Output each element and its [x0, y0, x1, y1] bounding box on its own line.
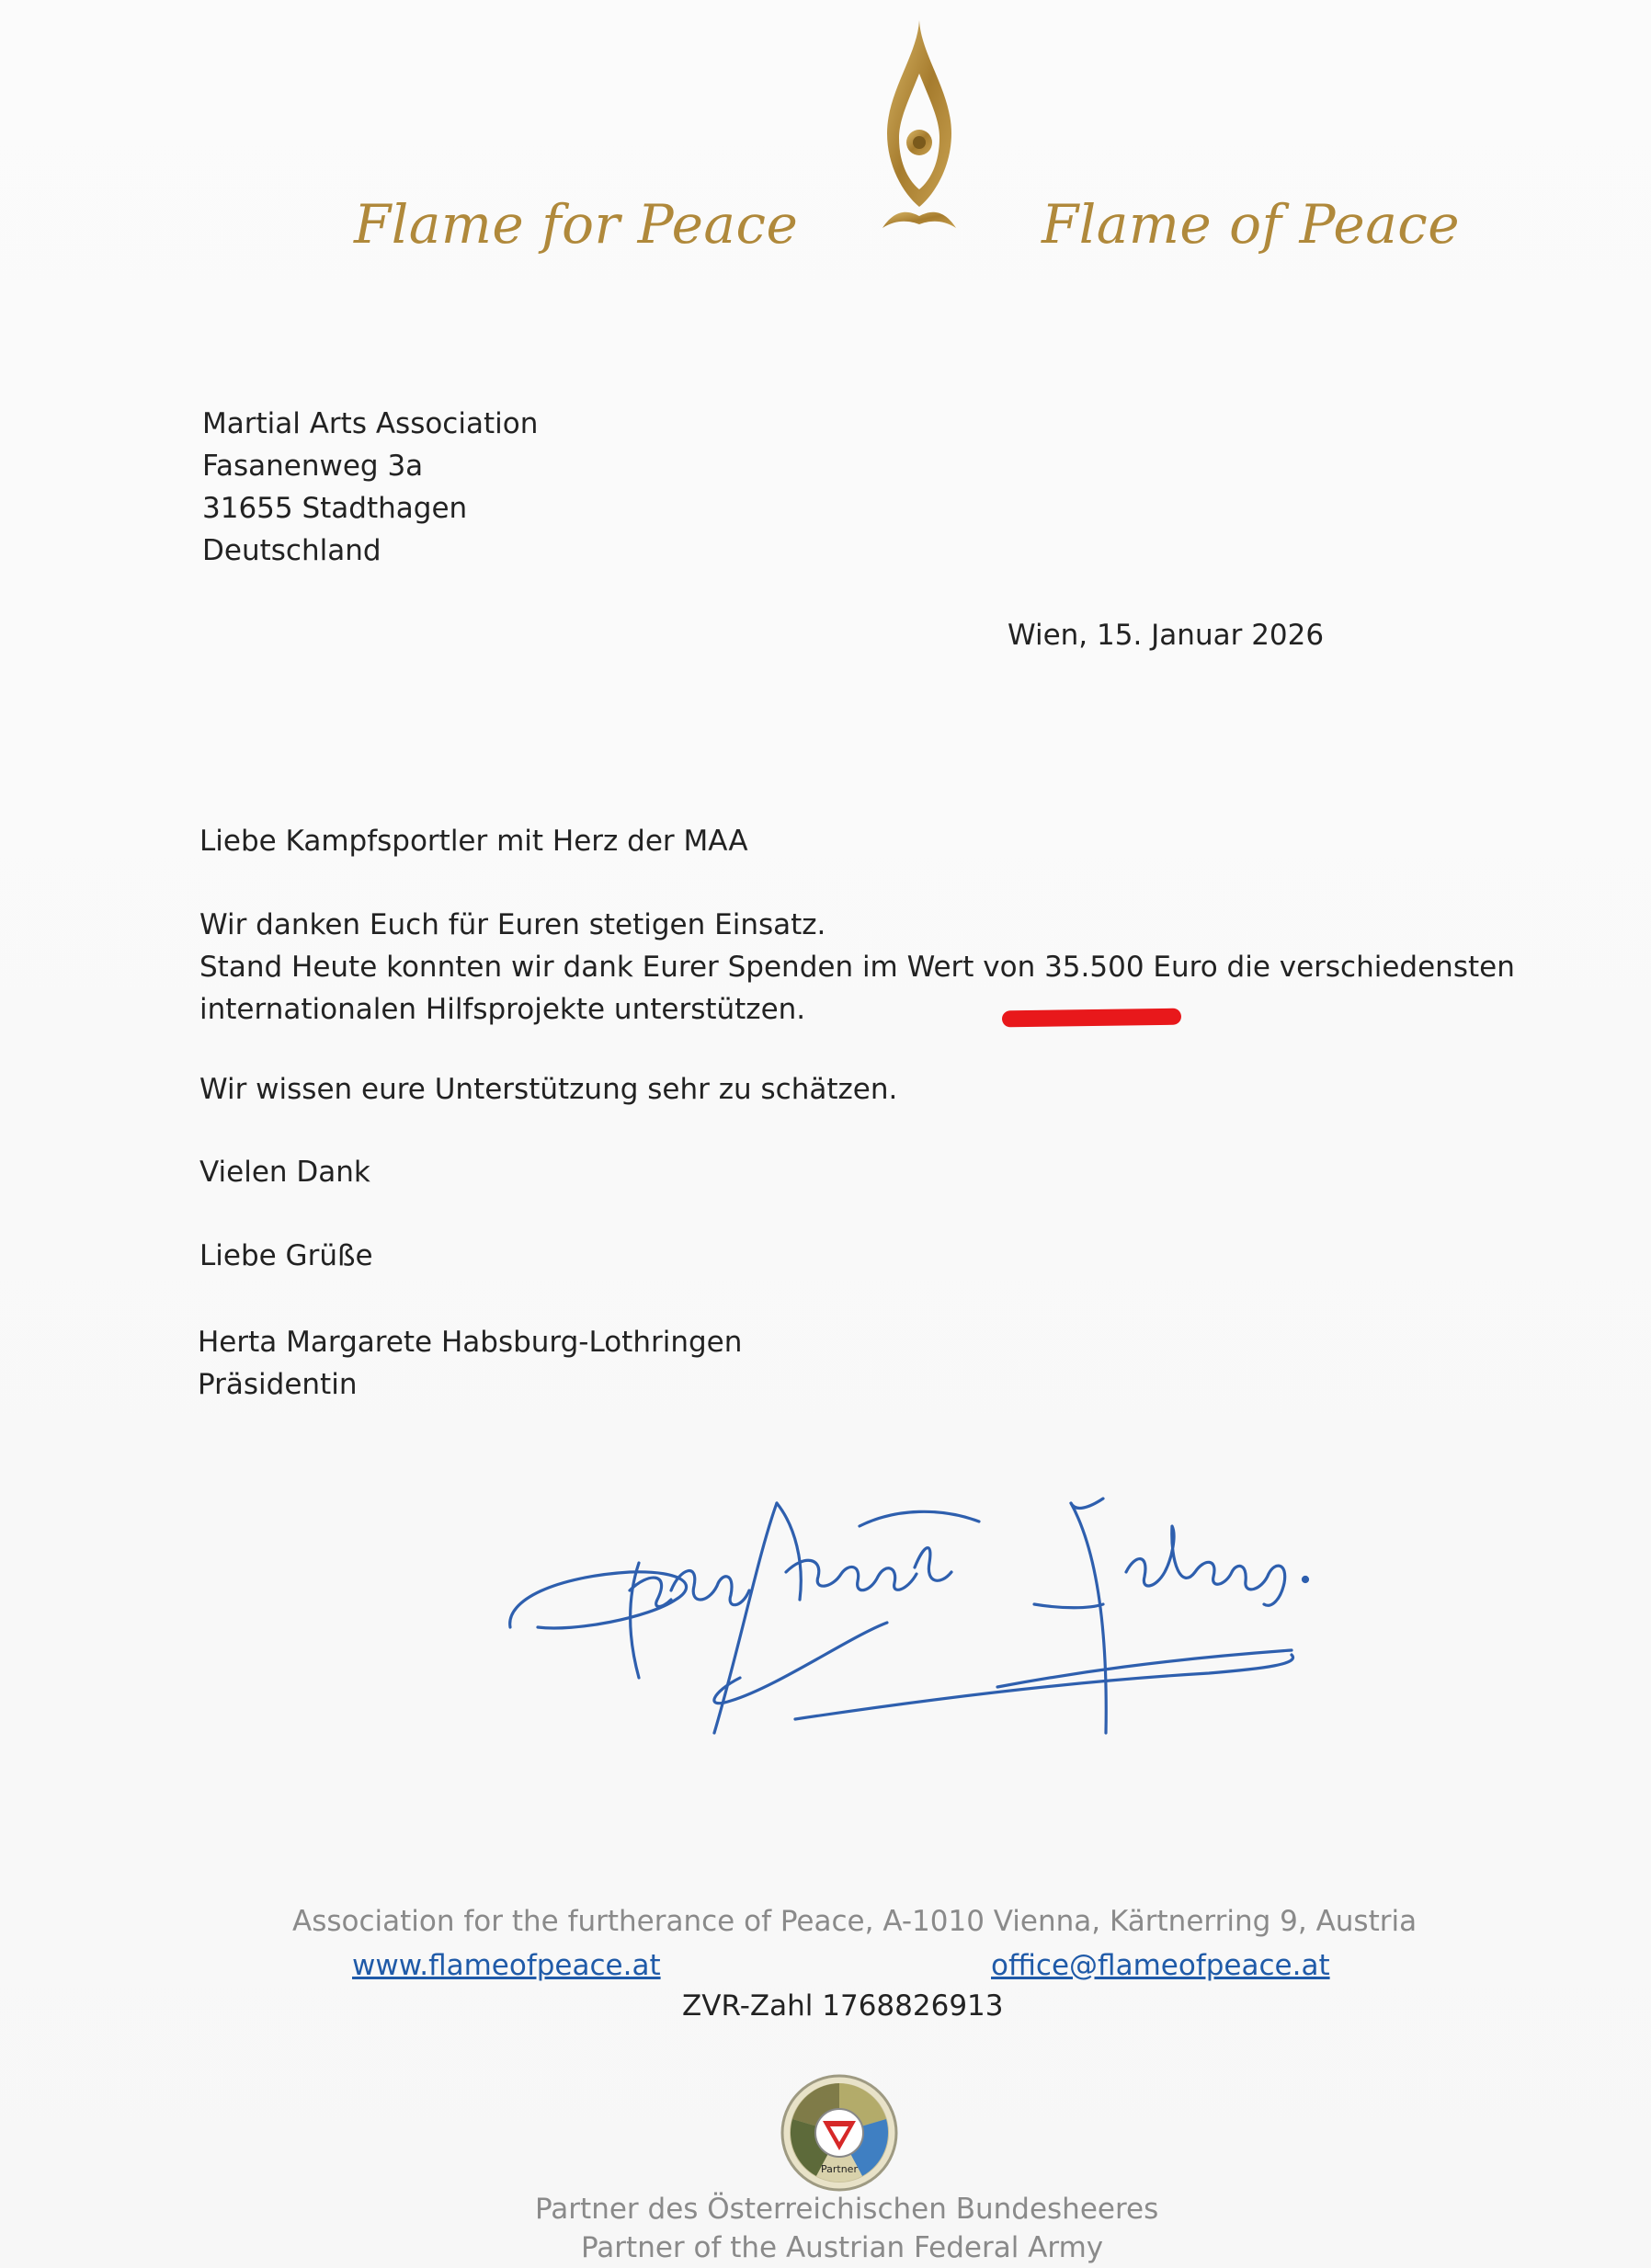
partner-badge-label: Partner [821, 2163, 858, 2175]
recipient-line-3: 31655 Stadthagen [202, 492, 468, 525]
signer-block [198, 1321, 742, 1406]
footer-association: Association for the furtherance of Peace, A-1010 Vienna, Kärtnerring 9, Austria [292, 1905, 1418, 1938]
footer-website-link[interactable]: www.flameofpeace.at [352, 1949, 661, 1982]
recipient-address [202, 403, 538, 572]
footer-partner-de: Partner des Österreichischen Bundesheeres [535, 2193, 1159, 2226]
footer-zvr-number: ZVR-Zahl 1768826913 [682, 1989, 1004, 2023]
paragraph-line-2: Stand Heute konnten wir dank Eurer Spenden im Wert von 35.500 Euro die verschiedensten [199, 951, 1515, 984]
main-paragraph [199, 904, 1515, 1031]
appreciation-line: Wir wissen eure Unterstützung sehr zu schätzen. [199, 1073, 898, 1106]
letter-date: Wien, 15. Januar 2026 [1008, 619, 1325, 652]
red-highlight-underline [1002, 1009, 1181, 1028]
brand-left-text: Flame for Peace [354, 193, 799, 256]
footer-email-link[interactable]: office@flameofpeace.at [991, 1949, 1330, 1982]
recipient-line-2: Fasanenweg 3a [202, 450, 424, 483]
flame-logo-icon [864, 18, 974, 248]
recipient-line-1: Martial Arts Association [202, 407, 539, 440]
signer-name: Herta Margarete Habsburg-Lothringen [198, 1326, 743, 1359]
brand-right-text: Flame of Peace [1042, 193, 1461, 256]
signer-title: Präsidentin [198, 1368, 358, 1401]
austrian-army-partner-badge-icon [780, 2073, 899, 2193]
paragraph-line-1: Wir danken Euch für Euren stetigen Einsatz. [199, 908, 826, 941]
footer-partner-en: Partner of the Austrian Federal Army [581, 2231, 1104, 2264]
handwritten-signature [501, 1471, 1328, 1747]
recipient-line-4: Deutschland [202, 534, 381, 567]
paragraph-line-3: internationalen Hilfsprojekte unterstützen. [199, 993, 806, 1026]
regards-line: Liebe Grüße [199, 1239, 373, 1272]
greeting: Liebe Kampfsportler mit Herz der MAA [199, 825, 748, 858]
thanks-line: Vielen Dank [199, 1156, 370, 1189]
